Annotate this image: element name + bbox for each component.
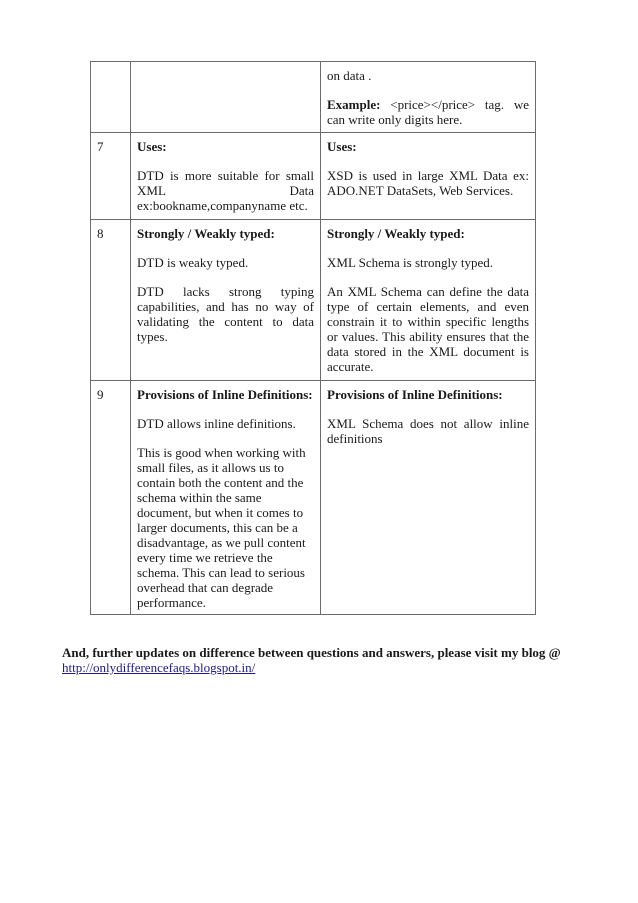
xsd-text: XSD is used in large XML Data ex: ADO.NET DataSets, Web Services.	[327, 168, 529, 198]
dtd-text: DTD allows inline definitions.	[137, 416, 296, 431]
dtd-text: DTD is weaky typed.	[137, 255, 249, 270]
dtd-text: This is good when working with small files, as it allows us to contain both the content and the schema within the same document, but when it comes to larger documents, this can be a disadvantage, as we pull content every time we retrieve the schema. This can lead to serious overhead that can degrade performance.	[137, 445, 306, 610]
footer-note	[62, 645, 582, 675]
xsd-cell	[321, 133, 536, 220]
xsd-cell	[321, 220, 536, 381]
row-number-cell: 8	[91, 220, 131, 381]
dtd-cell	[131, 133, 321, 220]
dtd-cell	[131, 62, 321, 133]
xsd-heading: Strongly / Weakly typed:	[327, 226, 465, 241]
xsd-text: XML Schema does not allow inline definitions	[327, 416, 529, 446]
row-number-cell: 9	[91, 381, 131, 615]
dtd-text: DTD is more suitable for small XML Data ex:bookname,companyname etc.	[137, 168, 314, 213]
dtd-text: DTD lacks strong typing capabilities, and has no way of validating the content to data types.	[137, 284, 314, 344]
dtd-heading: Strongly / Weakly typed:	[137, 226, 275, 241]
xsd-example	[327, 97, 529, 127]
row-number-cell: 7	[91, 133, 131, 220]
xsd-text: An XML Schema can define the data type of certain elements, and even constrain it to within specific lengths or values. This ability ensures that the data stored in the XML document is accurate.	[327, 284, 529, 374]
table-row	[91, 220, 536, 381]
xsd-heading: Provisions of Inline Definitions:	[327, 387, 503, 402]
dtd-cell	[131, 220, 321, 381]
dtd-heading: Provisions of Inline Definitions:	[137, 387, 313, 402]
footer-text: And, further updates on difference between questions and answers, please visit my blog @	[62, 645, 561, 660]
table-row	[91, 133, 536, 220]
dtd-cell	[131, 381, 321, 615]
example-label: Example:	[327, 97, 381, 112]
example-text: <price></price> tag. we can write only digits here.	[327, 97, 529, 127]
blog-link[interactable]: http://onlydifferencefaqs.blogspot.in/	[62, 660, 256, 675]
table-row	[91, 381, 536, 615]
row-number-cell	[91, 62, 131, 133]
table-row	[91, 62, 536, 133]
dtd-heading: Uses:	[137, 139, 167, 154]
xsd-cell	[321, 62, 536, 133]
xsd-text: XML Schema is strongly typed.	[327, 255, 493, 270]
xsd-heading: Uses:	[327, 139, 357, 154]
comparison-table	[90, 61, 536, 615]
xsd-cell	[321, 381, 536, 615]
xsd-text: on data .	[327, 68, 372, 83]
